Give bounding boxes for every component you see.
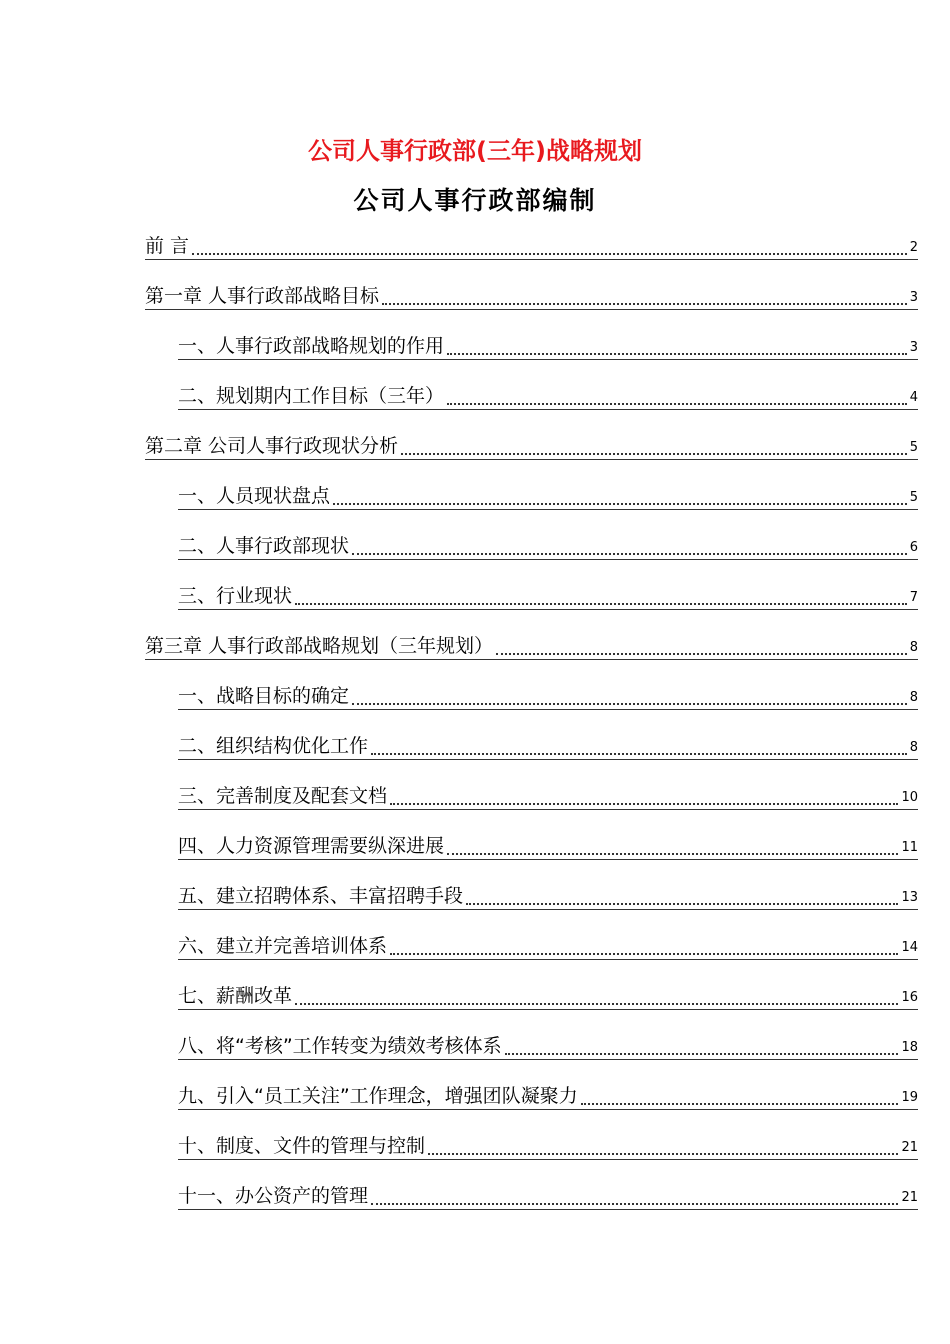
toc-entry-text: 第三章 人事行政部战略规划（三年规划） [145, 635, 494, 657]
toc-entry-text: 二、规划期内工作目标（三年） [178, 385, 445, 407]
toc-entry-text: 第一章 人事行政部战略目标 [145, 285, 380, 307]
toc-dot-leader [192, 252, 907, 255]
toc-page-number: 14 [901, 940, 918, 955]
toc-entry-text: 一、人员现状盘点 [178, 485, 331, 507]
toc-entry-chapter-1[interactable] [145, 282, 918, 312]
document-title: 公司人事行政部(三年)战略规划 [308, 137, 642, 165]
toc-dot-leader [466, 902, 898, 905]
toc-entry-text: 一、人事行政部战略规划的作用 [178, 335, 445, 357]
toc-entry-text: 四、人力资源管理需要纵深进展 [178, 835, 445, 857]
toc-dot-leader [333, 502, 907, 505]
toc-entry-section[interactable] [178, 882, 918, 912]
toc-entry-text: 三、行业现状 [178, 585, 293, 607]
toc-page-number: 6 [909, 540, 918, 555]
toc-dot-leader [447, 402, 907, 405]
toc-entry-section[interactable] [178, 582, 918, 612]
toc-dot-leader [581, 1102, 899, 1105]
toc-entry-text: 十一、办公资产的管理 [178, 1185, 369, 1207]
toc-page-number: 8 [909, 640, 918, 655]
toc-entry-preface[interactable] [145, 232, 918, 262]
toc-entry-text: 五、建立招聘体系、丰富招聘手段 [178, 885, 464, 907]
toc-entry-section[interactable] [178, 1032, 918, 1062]
toc-entry-section[interactable] [178, 832, 918, 862]
toc-entry-section[interactable] [178, 682, 918, 712]
toc-entry-text: 九、引入“员工关注”工作理念，增强团队凝聚力 [178, 1085, 578, 1107]
toc-entry-section[interactable] [178, 1082, 918, 1112]
toc-page-number: 8 [909, 690, 918, 705]
toc-dot-leader [447, 852, 898, 855]
toc-entry-section[interactable] [178, 482, 918, 512]
toc-entry-chapter-2[interactable] [145, 432, 918, 462]
toc-page-number: 5 [909, 490, 918, 505]
toc-entry-section[interactable] [178, 332, 918, 362]
toc-entry-text: 二、人事行政部现状 [178, 535, 350, 557]
toc-entry-text: 三、完善制度及配套文档 [178, 785, 388, 807]
toc-entry-text: 十、制度、文件的管理与控制 [178, 1135, 426, 1157]
toc-page-number: 11 [901, 840, 918, 855]
toc-dot-leader [390, 952, 898, 955]
toc-page-number: 8 [909, 740, 918, 755]
toc-entry-text: 八、将“考核”工作转变为绩效考核体系 [178, 1035, 502, 1057]
toc-page-number: 13 [901, 890, 918, 905]
toc-page-number: 21 [901, 1190, 918, 1205]
toc-dot-leader [401, 452, 907, 455]
toc-page-number: 19 [901, 1090, 918, 1105]
toc-entry-section[interactable] [178, 382, 918, 412]
toc-dot-leader [352, 552, 907, 555]
toc-entry-text: 二、组织结构优化工作 [178, 735, 369, 757]
toc-entry-text: 七、薪酬改革 [178, 985, 293, 1007]
toc-page-number: 10 [901, 790, 918, 805]
toc-entry-text: 第二章 公司人事行政现状分析 [145, 435, 399, 457]
toc-page-number: 18 [901, 1040, 918, 1055]
toc-entry-chapter-3[interactable] [145, 632, 918, 662]
toc-dot-leader [295, 602, 907, 605]
toc-page-number: 3 [909, 290, 918, 305]
toc-entry-section[interactable] [178, 732, 918, 762]
toc-entry-text: 六、建立并完善培训体系 [178, 935, 388, 957]
toc-entry-section[interactable] [178, 1132, 918, 1162]
toc-dot-leader [352, 702, 907, 705]
toc-entry-section[interactable] [178, 982, 918, 1012]
toc-page-number: 5 [909, 440, 918, 455]
toc-page-number: 4 [909, 390, 918, 405]
document-subtitle: 公司人事行政部编制 [353, 186, 597, 215]
toc-page-number: 3 [909, 340, 918, 355]
toc-page-number: 2 [909, 240, 918, 255]
toc-entry-section[interactable] [178, 782, 918, 812]
toc-entry-text: 一、战略目标的确定 [178, 685, 350, 707]
toc-dot-leader [371, 752, 907, 755]
toc-dot-leader [295, 1002, 898, 1005]
toc-entry-section[interactable] [178, 1182, 918, 1212]
toc-dot-leader [382, 302, 907, 305]
toc-page-number: 7 [909, 590, 918, 605]
toc-page-number: 16 [901, 990, 918, 1005]
toc-page-number: 21 [901, 1140, 918, 1155]
toc-dot-leader [505, 1052, 899, 1055]
toc-dot-leader [390, 802, 898, 805]
toc-entry-section[interactable] [178, 532, 918, 562]
toc-entry-text: 前 言 [145, 235, 190, 257]
toc-dot-leader [447, 352, 907, 355]
toc-dot-leader [371, 1202, 898, 1205]
toc-dot-leader [428, 1152, 898, 1155]
toc-entry-section[interactable] [178, 932, 918, 962]
toc-dot-leader [496, 652, 907, 655]
